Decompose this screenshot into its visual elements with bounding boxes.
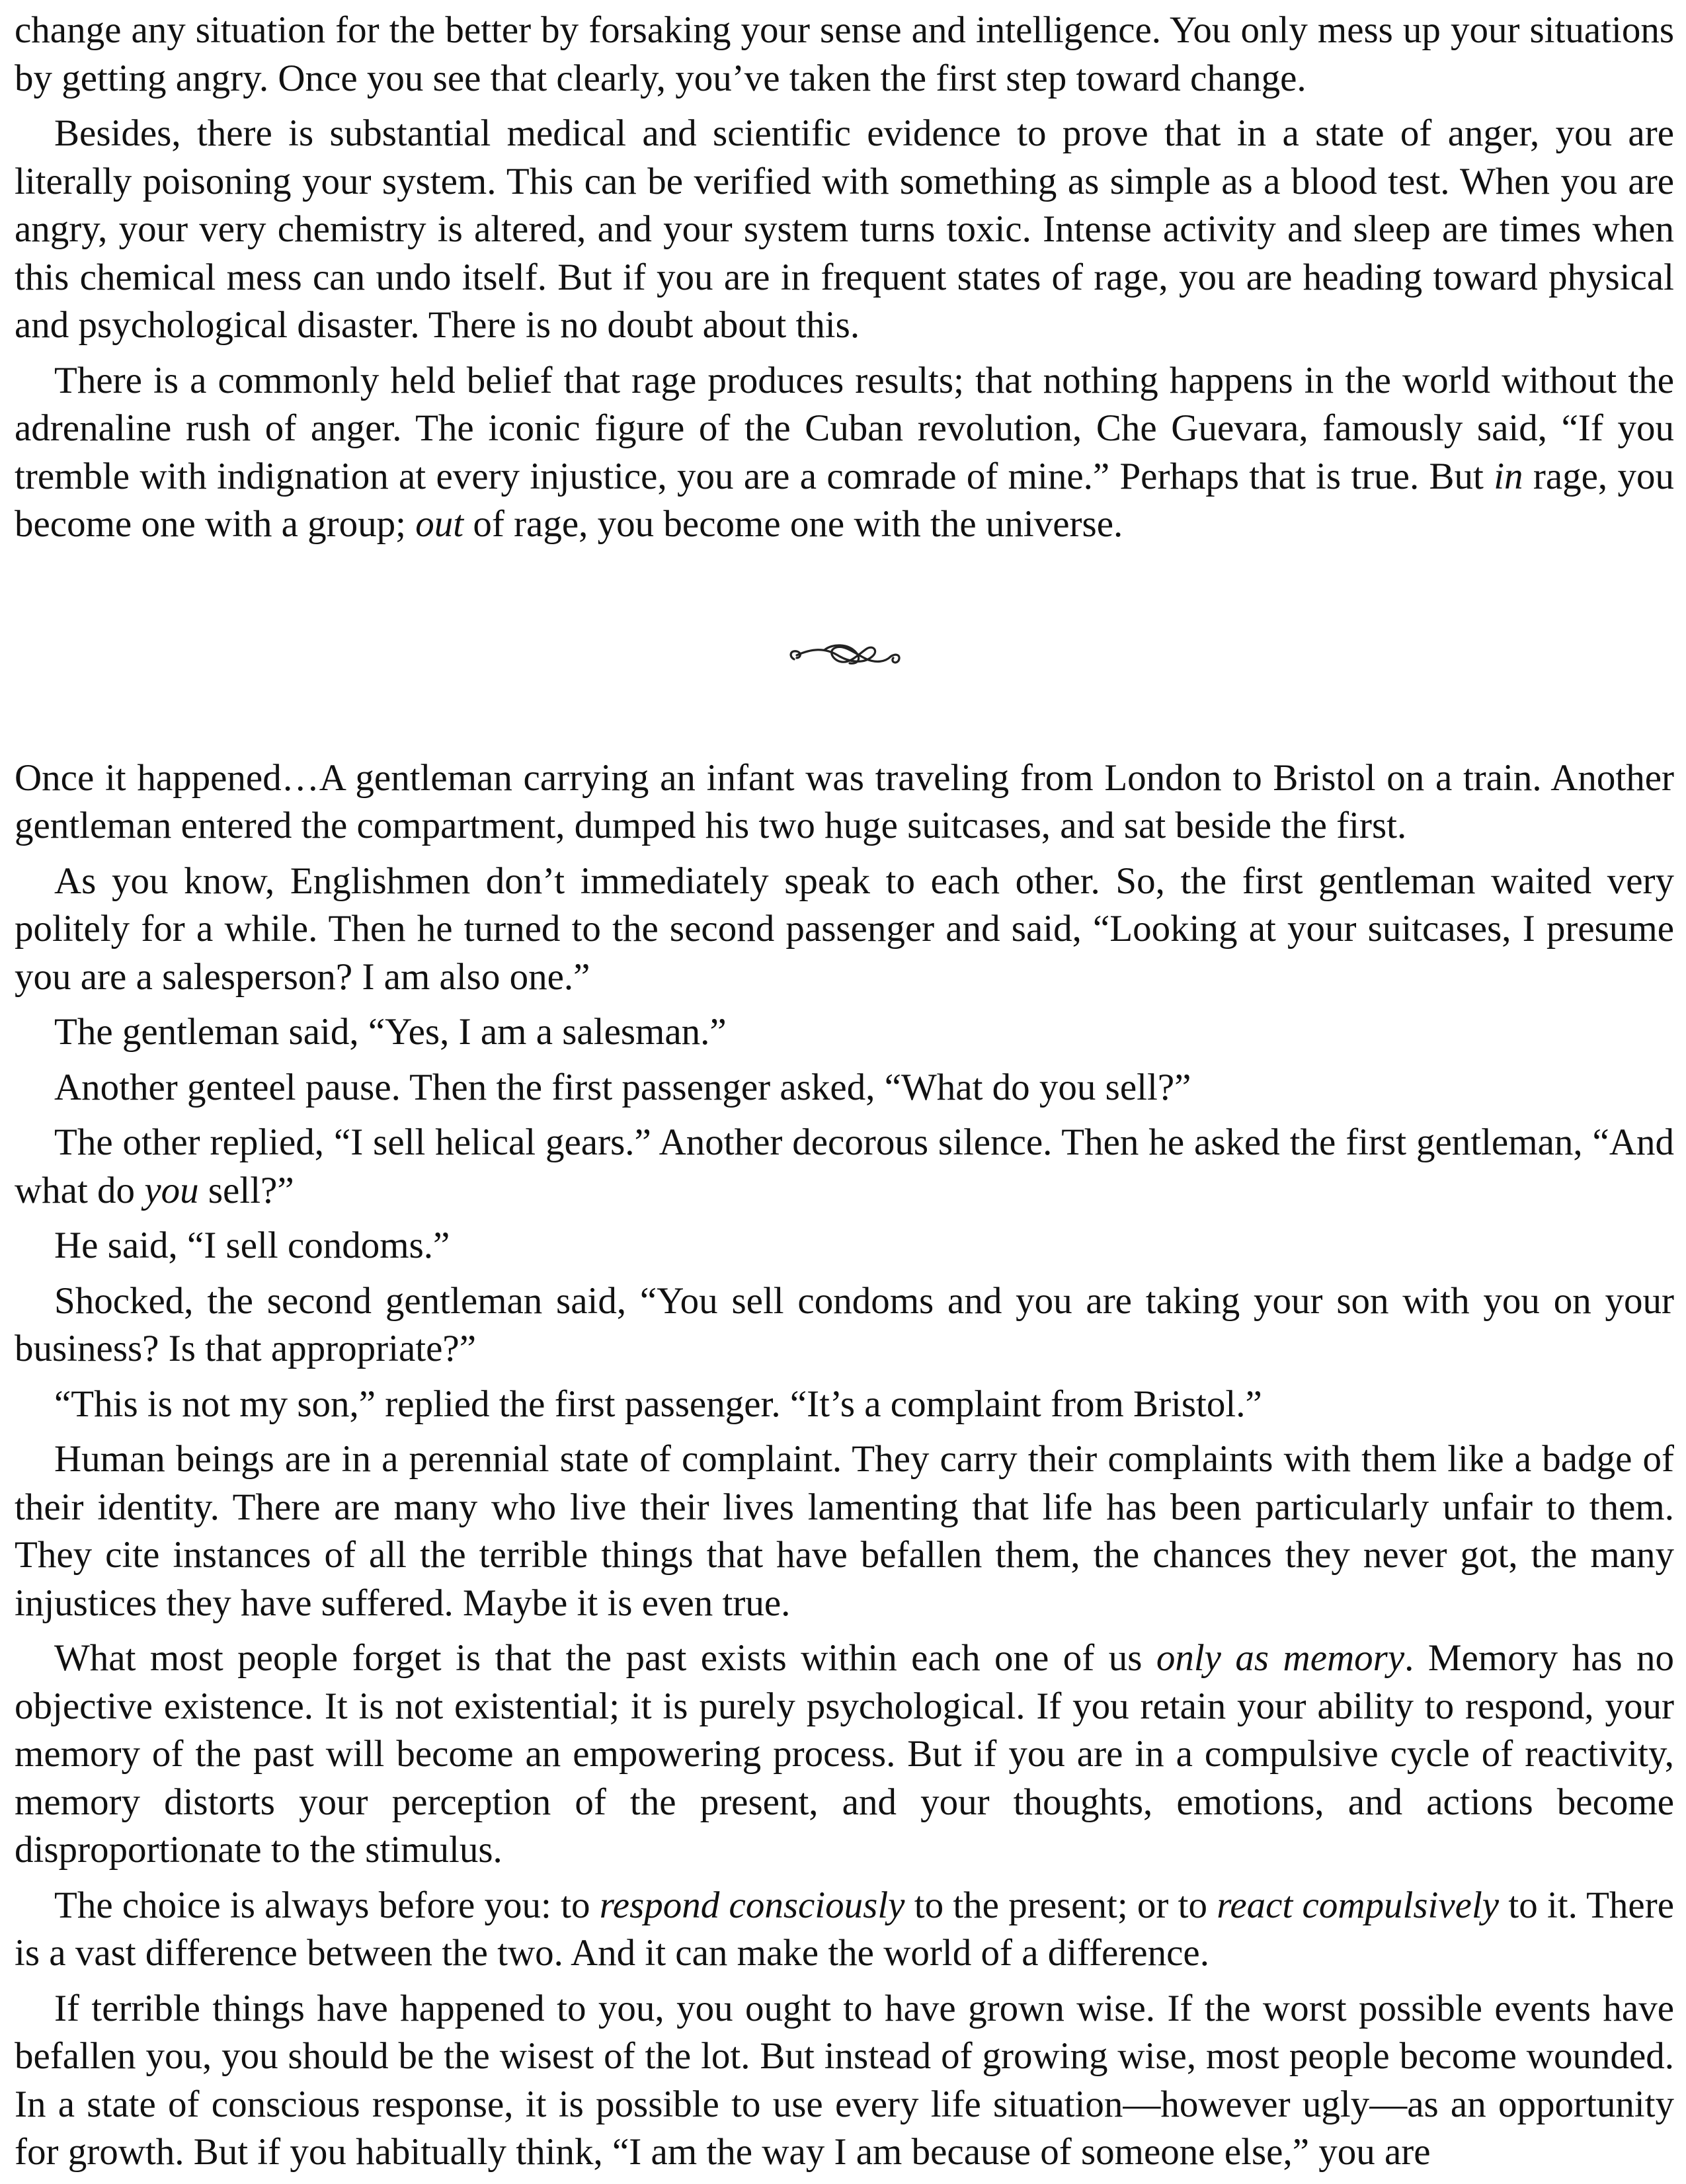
paragraph-p3 xyxy=(15,754,1674,850)
section-after-divider xyxy=(15,754,1674,2177)
paragraph-text: What most people forget is that the past exists within each one of us xyxy=(54,1637,1156,1679)
paragraph-p4 xyxy=(15,858,1674,1002)
paragraph-text: As you know, Englishmen don’t immediately speak to each other. So, the first gentleman waited very politely for a while. Then he turned to the second passenger and said, “Looking at your suitcases, I presume you are a salesperson? I am also one.” xyxy=(15,860,1674,998)
paragraph-p7 xyxy=(15,1119,1674,1215)
section-divider xyxy=(15,556,1674,754)
emphasis-text: you xyxy=(144,1169,199,1211)
paragraph-text: rage, you become one with a group; xyxy=(15,455,1674,545)
paragraph-p10 xyxy=(15,1381,1674,1429)
paragraph-text: There is a commonly held belief that rage produces results; that nothing happens in the world without the adrenaline rush of anger. The iconic figure of the Cuban revolution, Che Guevara, famously said, “If you tremble with indignation at every injustice, you are a comrade of mine.” Perhaps that is true. But xyxy=(15,359,1674,497)
paragraph-p11 xyxy=(15,1436,1674,1627)
emphasis-text: only as memory xyxy=(1156,1637,1405,1679)
paragraph-text: change any situation for the better by forsaking your sense and intelligence. You only mess up your situations by getting angry. Once you see that clearly, you’ve taken the first step toward change. xyxy=(15,9,1674,99)
emphasis-text: respond consciously xyxy=(599,1884,905,1926)
paragraph-text: sell?” xyxy=(198,1169,294,1211)
paragraph-text: Shocked, the second gentleman said, “You sell condoms and you are taking your son with you on your business? Is that appropriate?” xyxy=(15,1279,1674,1369)
paragraph-p2 xyxy=(15,357,1674,549)
section-before-divider xyxy=(15,7,1674,549)
paragraph-p0 xyxy=(15,7,1674,102)
paragraph-text: . Memory has no objective existence. It is not existential; it is purely psychological. If you retain your ability to respond, your memory of the past will become an empowering process. But if you are in a compulsive cycle of reactivity, memory distorts your perception of the present, and your thoughts, emotions, and actions become disproportionate to the stimulus. xyxy=(15,1637,1675,1871)
paragraph-text: The choice is always before you: to xyxy=(54,1884,600,1926)
paragraph-text: Another genteel pause. Then the first passenger asked, “What do you sell?” xyxy=(54,1066,1191,1108)
emphasis-text: react compulsively xyxy=(1217,1884,1500,1926)
paragraph-p6 xyxy=(15,1064,1674,1112)
paragraph-text: to it. There is a vast difference between the two. And it can make the world of a difference. xyxy=(15,1884,1675,1974)
paragraph-p1 xyxy=(15,110,1674,350)
paragraph-p5 xyxy=(15,1008,1674,1057)
paragraph-p9 xyxy=(15,1277,1674,1373)
paragraph-text: The gentleman said, “Yes, I am a salesman.” xyxy=(54,1011,727,1053)
flourish-divider-icon xyxy=(785,635,904,675)
paragraph-text: Human beings are in a perennial state of complaint. They carry their complaints with them like a badge of their identity. There are many who live their lives lamenting that life has been particularly unfair to them. They cite instances of all the terrible things that have befallen them, the chances they never got, the many injustices they have suffered. Maybe it is even true. xyxy=(15,1438,1674,1624)
paragraph-text: “This is not my son,” replied the first passenger. “It’s a complaint from Bristol.” xyxy=(54,1383,1262,1425)
paragraph-text: Besides, there is substantial medical and scientific evidence to prove that in a state of anger, you are literally poisoning your system. This can be verified with something as simple as a blood test. When you are angry, your very chemistry is altered, and your system turns toxic. Intense activity and sleep are times when this chemical mess can undo itself. But if you are in frequent states of rage, you are heading toward physical and psychological disaster. There is no doubt about this. xyxy=(15,112,1674,346)
paragraph-text: If terrible things have happened to you, you ought to have grown wise. If the worst possible events have befallen you, you should be the wisest of the lot. But instead of growing wise, most people become wounded. In a state of conscious response, it is possible to use every life situation—however ugly—as an opportunity for growth. But if you habitually think, “I am the way I am because of someone else,” you are xyxy=(15,1987,1674,2173)
paragraph-p14 xyxy=(15,1985,1674,2177)
paragraph-p13 xyxy=(15,1882,1674,1978)
emphasis-text: in xyxy=(1494,455,1523,497)
paragraph-text: The other replied, “I sell helical gears.” Another decorous silence. Then he asked the first gentleman, “And what do xyxy=(15,1121,1674,1211)
paragraph-text: Once it happened…A gentleman carrying an infant was traveling from London to Bristol on a train. Another gentleman entered the compartment, dumped his two huge suitcases, and sat beside the first. xyxy=(15,756,1674,846)
document-page xyxy=(15,7,1674,2184)
paragraph-text: of rage, you become one with the universe. xyxy=(463,503,1123,545)
paragraph-text: He said, “I sell condoms.” xyxy=(54,1225,450,1266)
emphasis-text: out xyxy=(415,503,464,545)
paragraph-text: to the present; or to xyxy=(904,1884,1217,1926)
paragraph-p12 xyxy=(15,1635,1674,1875)
paragraph-p8 xyxy=(15,1222,1674,1270)
